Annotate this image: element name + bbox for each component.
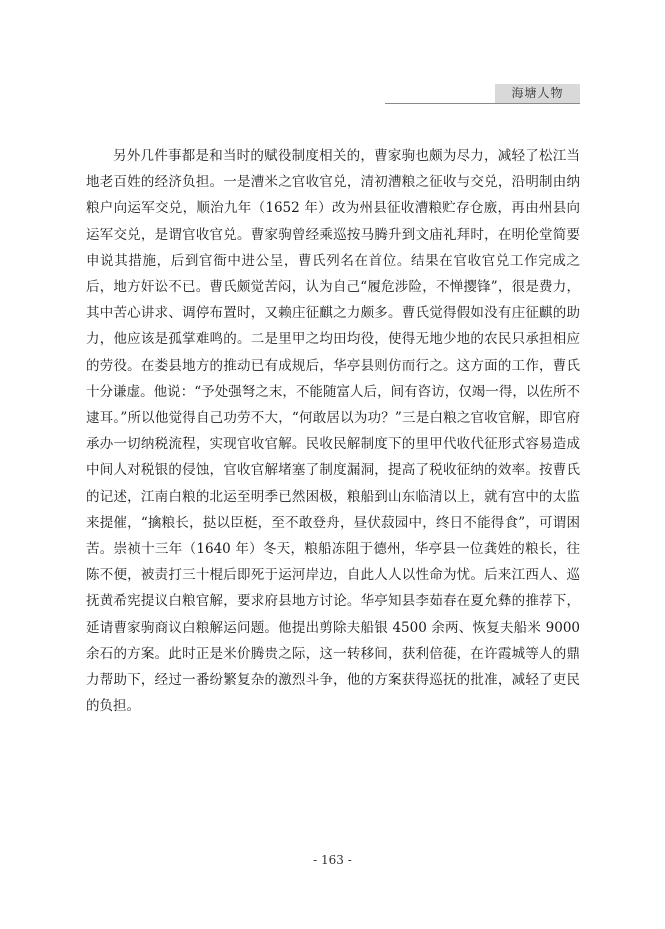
header-divider [385,103,580,104]
section-title: 海塘人物 [495,84,580,103]
body-paragraph: 另外几件事都是和当时的赋役制度相关的，曹家驹也颇为尽力，减轻了松江当地老百姓的经济负担。一是漕米之官收官兑，清初漕粮之征收与交兑，沿明制由纳粮户向运军交兑，顺治九年（1652 年）改为州县征收漕粮贮存仓廒，再由州县向运军交兑，是谓官收官兑。曹家驹曾经乘巡按马腾升到文庙礼拜时，在明伦堂简要申说其措施，后到官衙中进公呈，曹氏列名在首位。结果在官收官兑工作完成之后，地方奸讼不已。曹氏颇觉苦闷，认为自己“履危涉险，不惮撄锋”，很是费力，其中苦心讲求、调停布置时，又赖庄征麒之力颇多。曹氏觉得假如没有庄征麒的助力，他应该是孤掌难鸣的。二是里甲之均田均役，使得无地少地的农民只承担相应的劳役。在娄县地方的推动已有成规后，华亭县则仿而行之。这方面的工作，曹氏十分谦虚。他说：“予处强弩之末，不能随富人后，间有咨访，仅竭一得，以佐所不逮耳。”所以他觉得自己功劳不大，“何敢居以为功？”三是白粮之官收官解，即官府承办一切纳税流程，实现官收官解。民收民解制度下的里甲代收代征形式容易造成中间人对税银的侵蚀，官收官解堵塞了制度漏洞，提高了税收征纳的效率。按曹氏的记述，江南白粮的北运至明季已然困极，粮船到山东临清以上，就有宫中的太监来提催，“擒粮长，挞以臣梃，至不敢登舟，昼伏菽园中，终日不能得食”，可谓困苦。崇祯十三年（1640 年）冬天，粮船冻阻于德州，华亭县一位龚姓的粮长，往陈不便，被责打三十棍后即死于运河岸边，自此人人以性命为忧。后来江西人、巡抚黄希宪提议白粮官解，要求府县地方讨论。华亭知县李茹春在夏允彝的推荐下，延请曹家驹商议白粮解运问题。他提出剪除夫船银 4500 余两、恢复夫船米 9000 余石的方案。此时正是米价腾贵之际，这一转移间，获利倍蓰，在许霞城等人的鼎力帮助下，经过一番纷繁复杂的激烈斗争，他的方案获得巡抚的批准，减轻了吏民的负担。 [86,148,580,715]
page-number: - 163 - [313,853,352,867]
